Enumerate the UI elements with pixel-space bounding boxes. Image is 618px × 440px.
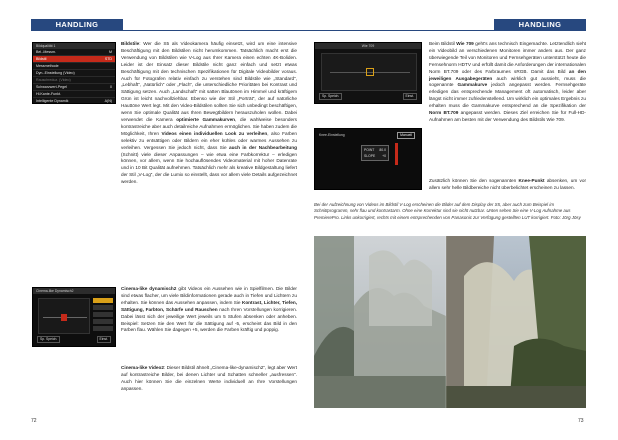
- body-text-cinema-dynamisch: [121, 286, 297, 334]
- knee-slider[interactable]: [395, 143, 398, 165]
- wv-save-button[interactable]: Sp. Speich.: [319, 93, 342, 100]
- vlog-comparison-photo: [314, 236, 586, 408]
- text-run: Zusätzlich können Sie den sogenannten: [429, 178, 519, 183]
- dyn-title: Cinema-like Dynamisch2: [33, 288, 115, 294]
- body-text-bildstile: [121, 41, 297, 186]
- menu-title: Bildqualität 1: [33, 43, 115, 49]
- section-header-right: HANDLING: [494, 19, 586, 30]
- text-run: : Wer die S5 als Videokamera häufig einsetzt, wird um eine intensive Beschäftigung mit den Bildstilen nicht herumkommen. Tatsächlich macht erst die Verwendung von Bildstilen wie V-Log aus Ihrer Kamera einen echten 4K-Boliden. Leider ist der Einsatz dieser Bildstile nicht ganz einfach und setzt etwas Beschäftigung mit den technischen Spezifikationen für Digitale Videobilder voraus. Auch für Fotografen relativ einfach zu verstehen sind Bildstile wie „Standard“, „Lebhaft“, „Natürlich“ oder „Flach“, die unterschiedliche Prioritäten bei Kontrast und Sättigung setzen. Auch „Landschaft“ mit satten Blautönen im Himmel und kräftigem Grün ist leicht nachvollziehbar. Ebenso wie der Stil „Porträt“, der auf natürliche Hauttöne Wert legt. Mit den Video-Bildstilen sollten Sie sich unbedingt beschäftigen, wenn Sie optimale Qualität aus Ihren Bewegtbildern herauszuholen wollen. Dabei verwendet die Kamera: [121, 41, 297, 122]
- save-button[interactable]: Sp. Speich.: [37, 336, 60, 343]
- bold-term: Knee-Punkt: [518, 178, 545, 183]
- bold-term: an den jeweiligen Ausgabegeräten: [429, 68, 586, 81]
- body-text-cinema-video: [121, 365, 297, 393]
- menu-item[interactable]: [33, 56, 115, 63]
- menu-item[interactable]: [33, 70, 115, 77]
- menu-item-label: Dyn.-Einstellung (Video): [36, 71, 75, 75]
- slope-value[interactable]: +0: [382, 154, 386, 158]
- bold-term: Kontrast, Lichter, Tiefen, Sättigung, Farbton, Schärfe und Rauschen: [121, 299, 298, 312]
- menu-item-label: Messmethode: [36, 64, 59, 68]
- text-run: absenken, um vor allem sehr helle Bildbereiche nicht überbelichtet erscheinen zu lassen.: [429, 178, 587, 190]
- camera-knee-screenshot: [314, 128, 422, 190]
- text-run: (Schnitt) viele dieser Anpassungen – wie etwa eine Farbkorrektur – erledigen können, vor allem, wenn Sie hochauflösendes Videomaterial mit hoher Datenrate und in 10 Bit Qualität aufnehmen. Tatsächlich mehr als kreative Bildgestaltung liefert der Stil „V-Log“, der die Lumix so einstellt, dass vor allem viele Details aufgezeichnet werden.: [121, 151, 297, 185]
- set-button[interactable]: Einst.: [97, 336, 111, 343]
- bold-term: Norm BT.709: [429, 110, 459, 116]
- text-run: gibt Videos ein Aussehen wie in Spielfilmen. Die Bilder sind etwas flacher, um viele Bildinformationen gerade auch in Tiefen und Lichtern zu erhalten. Sie können das Aussehen anpassen, indem Sie: [121, 286, 297, 305]
- wv-set-button[interactable]: Einst.: [403, 93, 417, 100]
- point-value[interactable]: 80.0: [379, 148, 386, 152]
- bold-term: Cinema-like Video2: [121, 365, 164, 370]
- page-number-left: 72: [31, 418, 37, 424]
- body-text-wie709: [429, 41, 586, 124]
- menu-item[interactable]: [33, 84, 115, 91]
- menu-list: [33, 49, 115, 104]
- bold-term: Cinema-like dynamisch2: [121, 286, 177, 291]
- menu-item[interactable]: [33, 63, 115, 70]
- menu-item-value: STD: [104, 57, 112, 61]
- menu-item-label: Schwarzwert-Pegel: [36, 85, 67, 89]
- body-text-knee: [429, 178, 586, 192]
- menu-item[interactable]: [33, 98, 115, 104]
- menu-item-value: A(N): [104, 99, 112, 103]
- menu-item-value: 0: [110, 85, 112, 89]
- header-rule-left: [31, 30, 311, 31]
- knee-mode-select[interactable]: Manuell: [397, 132, 415, 139]
- bold-term: Videos einen individuellen Look zu verleihen: [161, 130, 268, 136]
- text-run: , die wahlweise besonders kontrastreiche aber auch detailreiche Aufnahmen ermöglichen. Sie haben zudem die Möglichkeit, Ihren: [121, 116, 298, 136]
- wv-grid: [321, 53, 417, 91]
- bold-term: optimierte Gammakurven: [176, 116, 236, 122]
- bold-term: auch in der Nachbearbeitung: [229, 144, 297, 150]
- text-run: jedoch angepasst werden. Fernsehgeräte erledigen das entsprechende Management oft automatisch, leider aber längst nicht immer zufriedenstellend. Um wirklich ein optimales Ergebnis zu erhalten muss die Gammakurve entsprechend an die Spezifikation der: [429, 82, 586, 109]
- text-run: : Dieser Bildstil ähnelt „Cinema-like-dynamisch2“, legt aber Wert auf kontrastreiche Bilder, bei denen Lichter und Schatten schneller „ausfressen“. Auch hier können Sie die einzelnen Werte individuell an Ihre Vorstellungen anpassen.: [121, 365, 298, 391]
- menu-item[interactable]: [33, 49, 115, 56]
- text-run: auch wirklich gut aussieht, muss die sogenannte: [429, 75, 586, 88]
- wv-title: Wie 709: [315, 43, 421, 49]
- section-header-left: HANDLING: [31, 19, 123, 30]
- slope-label: SLOPE: [364, 154, 376, 158]
- figure-caption: Bei der Aufzeichnung von Videos im Bildstil V-Log erscheinen die Bilder auf dem Display der S5, aber auch zum Beispiel im Schnittprogramm, sehr flau und kontrastarm. Ohne eine Korrektur sind sie nicht nutzbar. Unten sehen Sie eine V-Log Aufnahme aus PremierePro. Links unkorrigiert, rechts mit einem entsprechenden von Panasonic zur Verfügung gestellten LUT korrigiert. Foto: Jörg Jösy: [314, 202, 581, 220]
- menu-item-label: Bel.-Messm.: [36, 50, 56, 54]
- adjust-area: [38, 298, 90, 334]
- bold-term: Wie 709: [456, 41, 474, 46]
- page-number-right: 73: [578, 418, 584, 424]
- menu-item-label: Bildstil: [36, 57, 47, 61]
- point-label: POINT: [364, 148, 375, 152]
- menu-item[interactable]: [33, 77, 115, 84]
- bold-term: Gammakurve: [457, 82, 488, 88]
- bold-term: Bildstile: [121, 41, 140, 46]
- knee-title: Knee-Einstellung: [319, 133, 345, 137]
- adjust-column: [93, 298, 113, 334]
- header-rule-right: [307, 30, 586, 31]
- camera-menu-screenshot: [32, 42, 116, 104]
- knee-values-box: [361, 145, 389, 161]
- text-run: Beim Bildstil: [429, 41, 457, 46]
- text-run: nach Ihren Vorstellungen korrigieren. Dabei lässt sich der jeweilige Wert jeweils um 5 Stufen absenken oder anheben. Beispiel: Setzen Sie den Wert für die Sättigung auf -5, erscheint das Bild in den Farben flau. Wählen Sie dagegen +5, werden die Farben kräftig und poppig.: [121, 306, 297, 333]
- text-run: geht's ans technisch Eingemachte. Letztendlich sieht ein Videobild an verschiedenen Monitoren immer anders aus. Der ganz überwiegende Teil von Monitoren und Fernsehgeräten unterstützt heute die Fernsehnorm HDTV und erfüllt damit die Anforderungen der internationalen Norm BT.709 oder des Farbraumes sRGB. Damit das Bild: [429, 41, 586, 74]
- camera-dynamic2-screenshot: [32, 287, 116, 347]
- menu-item-label: Rauschreduz. (Video): [36, 78, 71, 82]
- menu-item[interactable]: [33, 91, 115, 98]
- menu-item-label: Hi.Kante-Funkt.: [36, 92, 61, 96]
- menu-item-value: M: [109, 50, 112, 54]
- text-run: angepasst werden. Dieses Ziel erreichen Sie für Full-HD-Aufnahmen am besten mit der Verwendung des Bildstils Wie 709.: [429, 110, 586, 122]
- menu-item-label: Intelligente Dynamik: [36, 99, 69, 103]
- camera-wie709-screenshot: [314, 42, 422, 104]
- text-run: , also Farben selektiv zu entsättigen oder Bildern ein eher kühles oder warmes Aussehen zu verleihen. Vergessen Sie jedoch nicht, dass Sie: [121, 130, 298, 150]
